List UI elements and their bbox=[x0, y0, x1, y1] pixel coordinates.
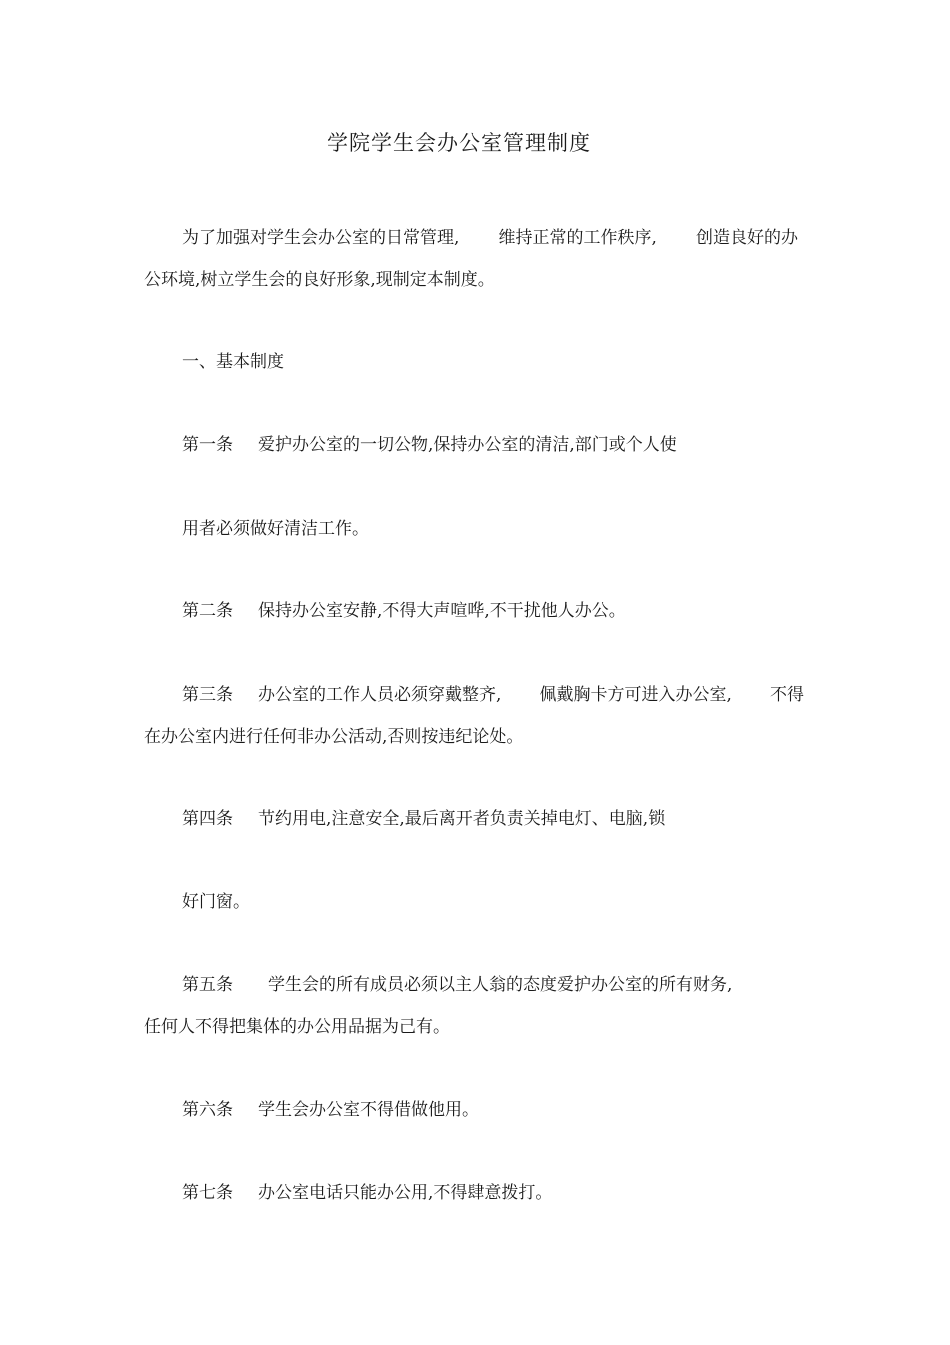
article-label: 第一条 bbox=[182, 435, 233, 455]
intro-line-2: 公环境,树立学生会的良好形象,现制定本制度。 bbox=[144, 270, 495, 290]
article-label: 第三条 bbox=[182, 685, 233, 705]
article-text: 节约用电,注意安全,最后离开者负责关掉电灯、电脑,锁 bbox=[258, 809, 666, 829]
article-text: 保持办公室安静,不得大声喧哗,不干扰他人办公。 bbox=[258, 601, 626, 621]
article-line bbox=[258, 684, 804, 706]
article-label: 第二条 bbox=[182, 601, 233, 621]
intro-text: 维持正常的工作秩序, bbox=[498, 228, 657, 248]
article-text: 任何人不得把集体的办公用品据为己有。 bbox=[144, 1017, 450, 1037]
intro-text: 创造良好的办 bbox=[696, 228, 798, 248]
article-text: 办公室的工作人员必须穿戴整齐, bbox=[258, 685, 502, 705]
article-label: 第七条 bbox=[182, 1183, 233, 1203]
section-heading: 一、基本制度 bbox=[182, 352, 284, 372]
article-text: 不得 bbox=[770, 685, 804, 705]
article-text: 办公室电话只能办公用,不得肆意拨打。 bbox=[258, 1183, 553, 1203]
article-text: 在办公室内进行任何非办公活动,否则按违纪论处。 bbox=[144, 727, 524, 747]
article-text: 好门窗。 bbox=[182, 892, 250, 912]
article-text: 学生会办公室不得借做他用。 bbox=[258, 1100, 479, 1120]
article-text: 学生会的所有成员必须以主人翁的态度爱护办公室的所有财务, bbox=[268, 975, 733, 995]
article-label: 第五条 bbox=[182, 975, 233, 995]
intro-text: 为了加强对学生会办公室的日常管理, bbox=[182, 228, 460, 248]
article-text: 佩戴胸卡方可进入办公室, bbox=[539, 685, 732, 705]
document-title: 学院学生会办公室管理制度 bbox=[327, 131, 591, 155]
article-label: 第四条 bbox=[182, 809, 233, 829]
article-text: 用者必须做好清洁工作。 bbox=[182, 519, 369, 539]
intro-line-1 bbox=[182, 227, 798, 249]
article-text: 爱护办公室的一切公物,保持办公室的清洁,部门或个人使 bbox=[258, 435, 677, 455]
article-label: 第六条 bbox=[182, 1100, 233, 1120]
